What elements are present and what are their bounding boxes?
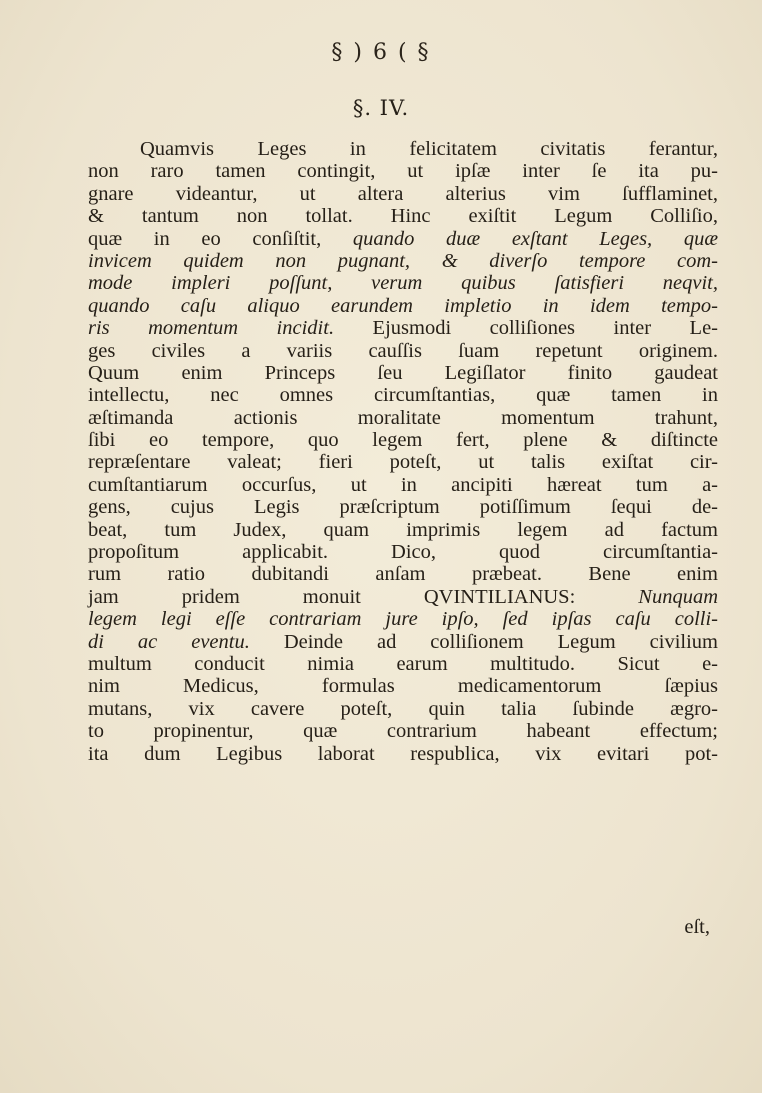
text-line [88,160,718,182]
text-line [88,384,718,406]
text-segment: non raro tamen contingit, ut ipſæ inter ſe ita pu- [88,160,718,183]
body-text [88,138,718,765]
text-segment: ita dum Legibus laborat respublica, vix evitari pot- [88,742,718,765]
text-line [88,631,718,653]
text-segment: rum ratio dubitandi anſam præbeat. Bene enim [88,563,718,586]
text-segment: & tantum non tollat. Hinc exiſtit Legum Colliſio, [88,205,718,228]
section-heading: §. IV. [352,96,410,120]
italic-segment: di ac eventu. [88,630,250,653]
text-line [88,272,718,294]
text-segment: gnare videantur, ut altera alterius vim ſufflaminet, [88,182,718,205]
text-segment: repræſentare valeat; fieri poteſt, ut talis exiſtat cir- [88,451,718,474]
text-line [88,205,718,227]
text-segment: ges civiles a variis cauſſis ſuam repetunt originem. [88,339,718,362]
text-line [88,675,718,697]
text-segment: æſtimanda actionis moralitate momentum trahunt, [88,406,718,429]
italic-segment: invicem quidem non pugnant, & diverſo tempore com- [88,249,718,272]
text-segment: to propinentur, quæ contrarium habeant effectum; [88,720,718,743]
text-segment: Quum enim Princeps ſeu Legiſlator finito gaudeat [88,361,718,384]
text-line [88,429,718,451]
text-segment: cumſtantiarum occurſus, ut in ancipiti hæreat tum a- [88,473,718,496]
text-line [88,563,718,585]
text-segment: multum conducit nimia earum multitudo. Sicut e- [88,652,718,675]
text-line [88,586,718,608]
text-line [88,474,718,496]
text-line [88,698,718,720]
text-segment: beat, tum Judex, quam imprimis legem ad factum [88,518,718,541]
text-line [88,519,718,541]
text-line [88,541,718,563]
text-segment: jam pridem monuit QVINTILIANUS: [88,585,639,608]
text-line [88,407,718,429]
italic-segment: Nunquam [638,585,718,608]
text-line [88,362,718,384]
text-segment: nim Medicus, formulas medicamentorum ſæpius [88,675,718,698]
catchword: eſt, [684,916,710,938]
text-segment: propoſitum applicabit. Dico, quod circumſtantia- [88,541,718,564]
text-segment: gens, cujus Legis præſcriptum potiſſimum ſequi de- [88,496,718,519]
italic-segment: legem legi eſſe contrariam jure ipſo, ſed ipſas caſu colli- [88,608,718,631]
text-segment: Deinde ad colliſionem Legum civilium [249,630,719,653]
italic-segment: quando caſu aliquo earundem impletio in idem tempo- [88,294,718,317]
text-line [88,138,718,160]
text-segment: intellectu, nec omnes circumſtantias, quæ tamen in [88,384,718,407]
text-line [88,295,718,317]
text-line [88,720,718,742]
text-segment: ſibi eo tempore, quo legem fert, plene & diſtincte [88,429,718,452]
running-head: § ) 6 ( § [331,40,431,65]
text-line [88,451,718,473]
text-line [88,653,718,675]
text-line [88,228,718,250]
text-line [88,743,718,765]
text-line [88,183,718,205]
italic-segment: ris momentum incidit. [88,317,335,340]
text-segment: Ejusmodi colliſiones inter Le- [334,317,718,340]
text-line [88,317,718,339]
text-segment: quæ in eo conſiſtit, [88,227,353,250]
text-line [88,250,718,272]
text-segment: Quamvis Leges in felicitatem civitatis ferantur, [140,138,718,160]
text-line [88,340,718,362]
text-segment: mutans, vix cavere poteſt, quin talia ſubinde ægro- [88,697,718,720]
italic-segment: quando duæ exſtant Leges, quæ [352,227,718,250]
text-line [88,608,718,630]
text-line [88,496,718,518]
italic-segment: mode impleri poſſunt, verum quibus ſatisfieri neqvit, [88,272,718,295]
